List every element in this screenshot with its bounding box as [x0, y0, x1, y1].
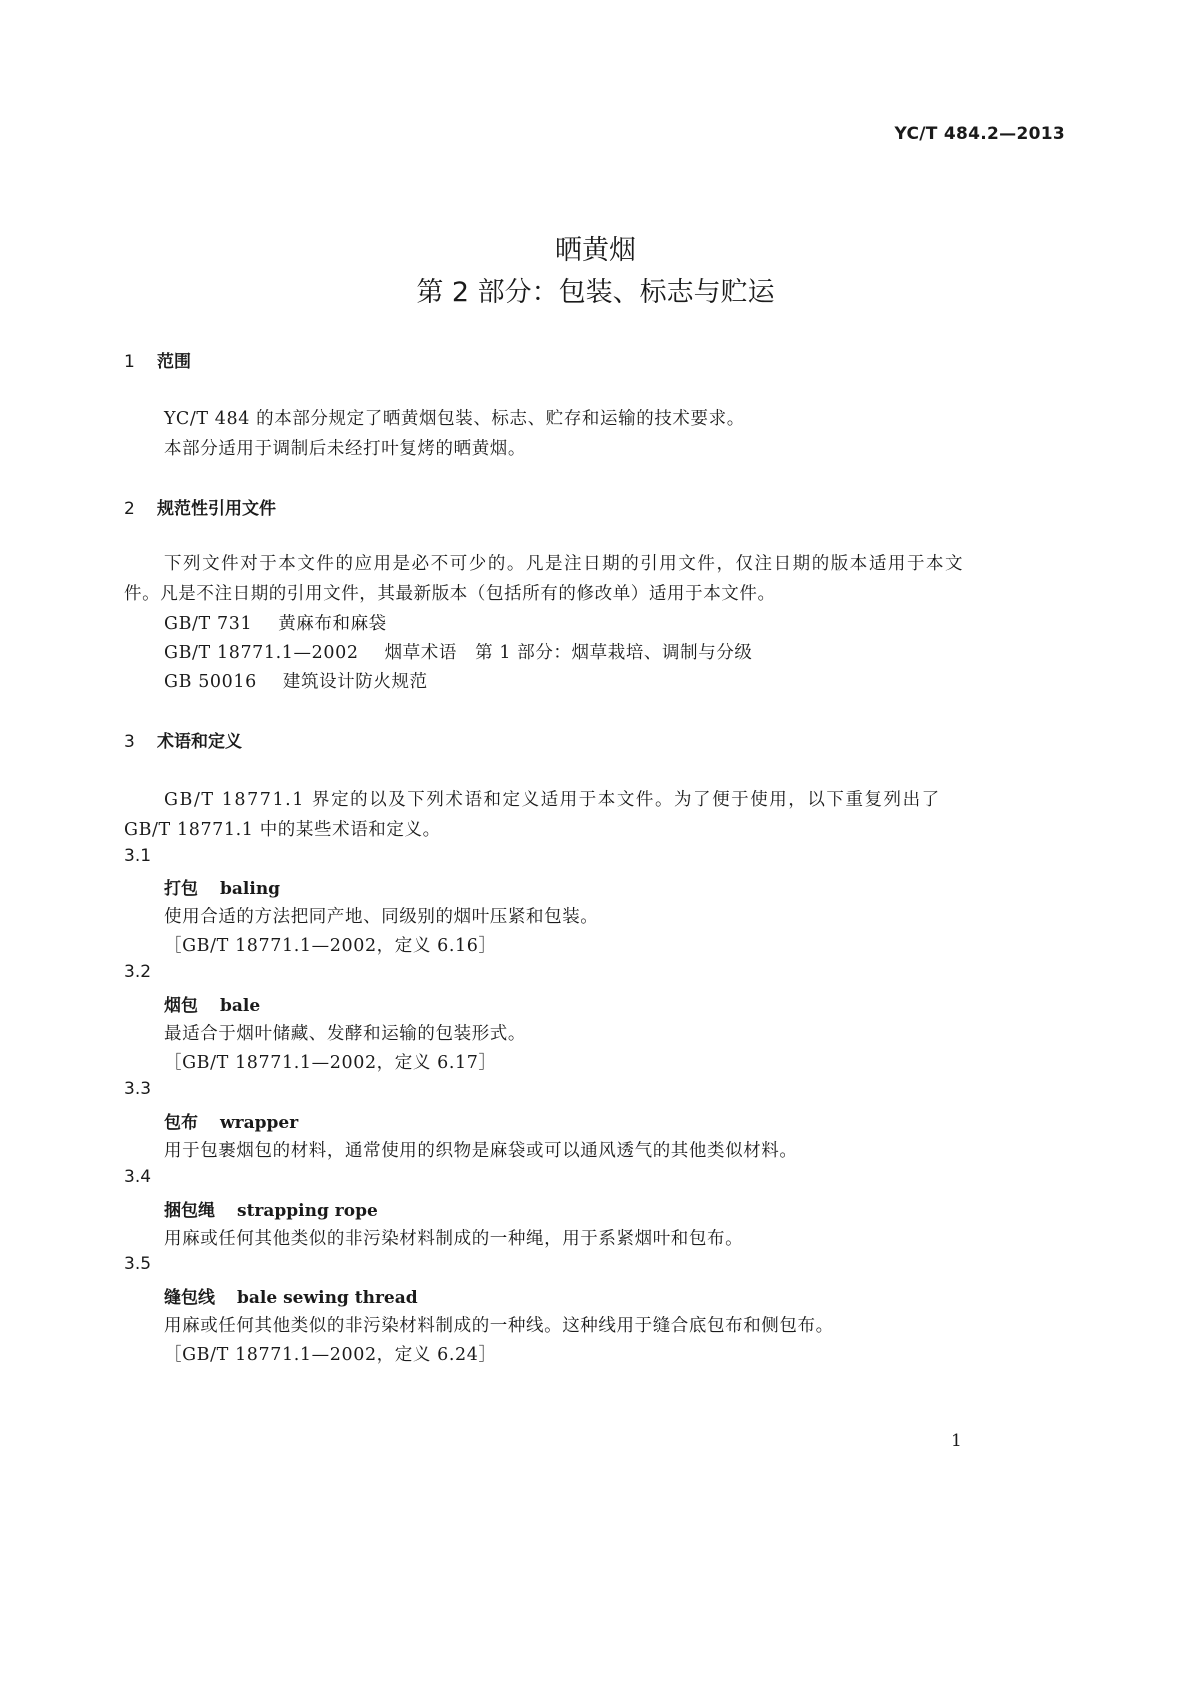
section-1-heading — [124, 347, 191, 372]
term-en: bale — [220, 996, 261, 1016]
term-heading — [164, 1196, 378, 1221]
section-3-intro-line-2: GB/T 18771.1 中的某些术语和定义。 — [124, 820, 441, 840]
section-title: 范围 — [157, 352, 191, 372]
section-2-intro-line-1: 下列文件对于本文件的应用是必不可少的。凡是注日期的引用文件，仅注日期的版本适用于本文 — [164, 554, 965, 574]
page-number: 1 — [951, 1431, 962, 1451]
term-source: ［GB/T 18771.1—2002，定义 6.16］ — [164, 936, 497, 956]
term-en: baling — [220, 879, 281, 899]
reference-code: GB/T 18771.1—2002 — [164, 643, 359, 663]
term-source: ［GB/T 18771.1—2002，定义 6.17］ — [164, 1053, 497, 1073]
term-zh: 包布 — [164, 1113, 198, 1133]
standard-number: YC/T 484.2—2013 — [894, 124, 1065, 144]
section-1-paragraph-2: 本部分适用于调制后未经打叶复烤的晒黄烟。 — [164, 439, 526, 459]
term-zh: 烟包 — [164, 996, 198, 1016]
section-3-intro-line-1: GB/T 18771.1 界定的以及下列术语和定义适用于本文件。为了便于使用，以下重复列出了 — [164, 790, 941, 810]
term-heading — [164, 991, 260, 1016]
term-definition: 使用合适的方法把同产地、同级别的烟叶压紧和包装。 — [164, 907, 599, 927]
term-source: ［GB/T 18771.1—2002，定义 6.24］ — [164, 1345, 497, 1365]
reference-item — [164, 668, 428, 693]
term-definition: 用于包裹烟包的材料，通常使用的织物是麻袋或可以通风透气的其他类似材料。 — [164, 1141, 798, 1161]
term-number: 3.1 — [124, 846, 152, 866]
term-heading — [164, 1283, 418, 1308]
document-subtitle: 第 2 部分：包装、标志与贮运 — [416, 277, 775, 308]
section-number: 1 — [124, 352, 135, 372]
term-zh: 缝包线 — [164, 1288, 215, 1308]
term-number: 3.3 — [124, 1079, 152, 1099]
term-heading — [164, 874, 280, 899]
term-definition: 用麻或任何其他类似的非污染材料制成的一种绳，用于系紧烟叶和包布。 — [164, 1229, 744, 1249]
section-title: 术语和定义 — [157, 732, 242, 752]
term-number: 3.2 — [124, 962, 152, 982]
term-number: 3.4 — [124, 1167, 152, 1187]
reference-code: GB 50016 — [164, 672, 257, 692]
reference-item — [164, 639, 753, 664]
section-title: 规范性引用文件 — [157, 499, 276, 519]
section-2-heading — [124, 494, 276, 519]
reference-title: 黄麻布和麻袋 — [278, 614, 387, 634]
term-en: strapping rope — [237, 1201, 378, 1221]
term-definition: 用麻或任何其他类似的非污染材料制成的一种线。这种线用于缝合底包布和侧包布。 — [164, 1316, 834, 1336]
section-3-heading — [124, 727, 242, 752]
term-definition: 最适合于烟叶储藏、发酵和运输的包装形式。 — [164, 1024, 526, 1044]
reference-title: 建筑设计防火规范 — [282, 672, 428, 692]
document-title: 晒黄烟 — [555, 235, 636, 266]
term-zh: 捆包绳 — [164, 1201, 215, 1221]
reference-item — [164, 610, 387, 635]
reference-code: GB/T 731 — [164, 614, 253, 634]
term-heading — [164, 1108, 298, 1133]
term-zh: 打包 — [164, 879, 198, 899]
section-number: 3 — [124, 732, 135, 752]
section-2-intro-line-2: 件。凡是不注日期的引用文件，其最新版本（包括所有的修改单）适用于本文件。 — [124, 584, 776, 604]
reference-title: 烟草术语 第 1 部分：烟草栽培、调制与分级 — [384, 643, 753, 663]
section-1-paragraph-1: YC/T 484 的本部分规定了晒黄烟包装、标志、贮存和运输的技术要求。 — [164, 409, 745, 429]
term-en: bale sewing thread — [237, 1288, 418, 1308]
section-number: 2 — [124, 499, 135, 519]
term-number: 3.5 — [124, 1254, 152, 1274]
term-en: wrapper — [220, 1113, 299, 1133]
